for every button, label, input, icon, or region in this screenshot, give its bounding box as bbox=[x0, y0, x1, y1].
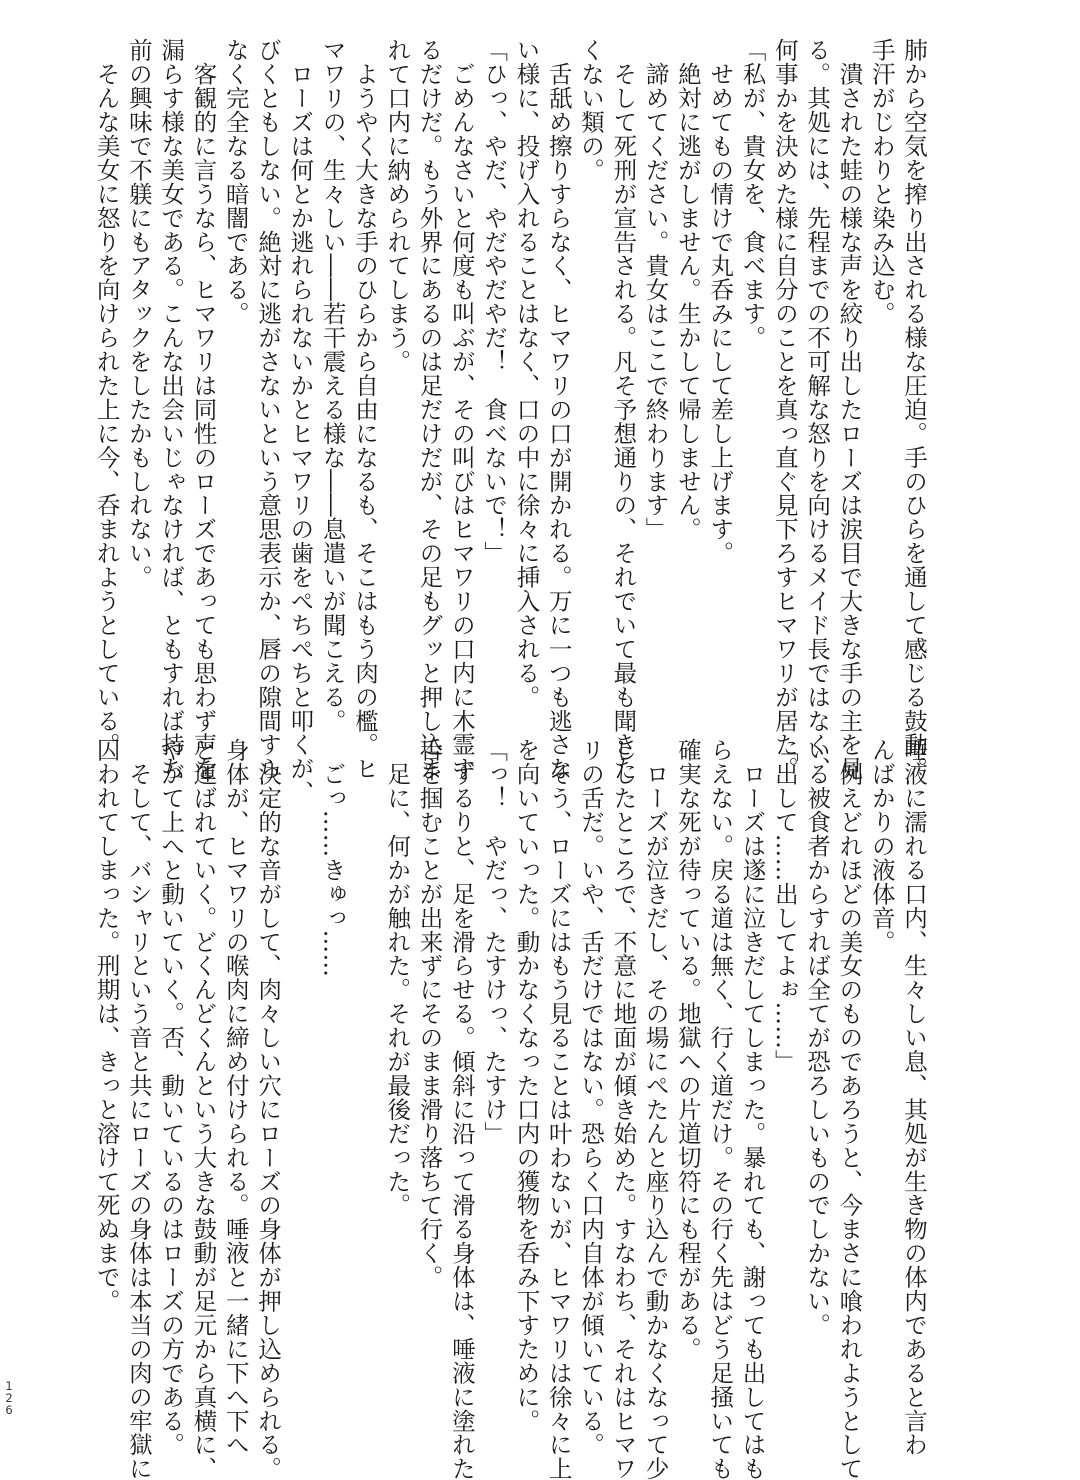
text-line: るだけだ。もう外界にあるのは足だけだが、その足もグッと押し込ま bbox=[415, 38, 444, 781]
text-line: 「っ！ やだっ、たすけっ、たすけ」 bbox=[480, 738, 509, 1146]
text-line: 客観的に言うなら、ヒマワリは同性のローズであっても思わず声を bbox=[189, 38, 218, 781]
text-line: 足に、何かが触れた。それが最後だった。 bbox=[383, 738, 412, 1217]
text-line: 手汗がじわりと染み込む。 bbox=[867, 38, 896, 326]
page-number-digit: 2 bbox=[5, 1391, 13, 1405]
text-line: ようやく大きな手のひらから自由になるも、そこはもう肉の檻。ヒ bbox=[350, 38, 379, 781]
text-line bbox=[284, 738, 316, 1413]
text-line: ごめんなさいと何度も叫ぶが、その叫びはヒマワリの口内に木霊す bbox=[447, 38, 476, 781]
text-line: い様に、投げ入れることはなく、口の中に徐々に挿入される。 bbox=[512, 38, 541, 709]
text-line: ローズは何とか逃れられないかとヒマワリの歯をぺちぺちと叩くが、 bbox=[286, 38, 315, 805]
text-line: 「ひっ、やだ、やだやだやだ！ 食べないで！」 bbox=[480, 38, 509, 565]
text-line: 「私が、貴女を、食べます。 bbox=[738, 38, 767, 350]
text-line: そして、バシャリという音と共にローズの身体は本当の肉の牢獄に bbox=[124, 738, 153, 1480]
text-line: 肺から空気を搾り出される様な圧迫。手のひらを通して感じる鼓動。 bbox=[900, 38, 928, 781]
text-line: ししたところで、不意に地面が傾き始めた。すなわち、それはヒマワ bbox=[609, 738, 638, 1480]
lower-text-block bbox=[92, 738, 930, 1480]
text-line: そして死刑が宣告される。凡そ予想通りの、それでいて最も聞きた bbox=[609, 38, 638, 781]
page-number-digit: 1 bbox=[5, 1379, 13, 1393]
text-line: 舌を掴むことが出来ずにそのまま滑り落ちて行く。 bbox=[415, 738, 444, 1289]
text-line: ローズが泣きだし、その場にぺたんと座り込んで動かなくなって少 bbox=[641, 738, 670, 1480]
page-number-digit: 6 bbox=[5, 1403, 13, 1417]
page-number bbox=[2, 1380, 16, 1416]
text-line: せめてもの情けで丸呑みにして差し上げます。 bbox=[706, 38, 735, 565]
text-line: 潰された蛙の様な声を絞り出したローズは涙目で大きな手の主を見 bbox=[835, 38, 864, 781]
text-line: を向いていった。動かなくなった口内の獲物を呑み下すために。 bbox=[512, 738, 541, 1433]
text-line: そんな美女に怒りを向けられた上に今、呑まれようとしている。 bbox=[92, 38, 121, 757]
text-line: やがて上へと動いていく。否、動いているのはローズの方である。 bbox=[157, 738, 186, 1457]
text-line: 「出して……出してよぉ……」 bbox=[770, 738, 799, 1074]
text-line: 何事かを決めた様に自分のことを真っ直ぐ見下ろすヒマワリが居た。 bbox=[770, 38, 799, 781]
text-line: そう、ローズにはもう見ることは叶わないが、ヒマワリは徐々に上 bbox=[544, 738, 573, 1480]
text-line: と運ばれていく。どくんどくんという大きな鼓動が足元から真横に、 bbox=[189, 738, 218, 1480]
text-line: ずるりと、足を滑らせる。傾斜に沿って滑る身体は、唾液に塗れた bbox=[447, 738, 476, 1480]
text-line: んばかりの液体音。 bbox=[867, 738, 896, 954]
text-line bbox=[349, 738, 381, 1413]
text-line: る。其処には、先程までの不可解な怒りを向けるメイド長ではなく、 bbox=[803, 38, 832, 781]
text-line: 例えどれほどの美女のものであろうと、今まさに喰われようとして bbox=[835, 738, 864, 1480]
text-line: れて口内に納められてしまう。 bbox=[383, 38, 412, 374]
text-line: 諦めてください。貴女はここで終わります」 bbox=[641, 38, 670, 541]
text-line: なく完全なる暗闇である。 bbox=[221, 38, 250, 326]
upper-text-block bbox=[92, 38, 930, 805]
text-line: マワリの、生々しい――若干震える様な――息遣いが聞こえる。 bbox=[318, 38, 347, 733]
text-line: びくともしない。絶対に逃がさないという意思表示か、唇の隙間すら bbox=[254, 38, 283, 781]
text-line: 決定的な音がして、肉々しい穴にローズの身体が押し込められる。 bbox=[254, 738, 283, 1480]
text-line: リの舌だ。いや、舌だけではない。恐らく口内自体が傾いている。 bbox=[577, 738, 606, 1457]
text-line: 唾液に濡れる口内、生々しい息、其処が生き物の体内であると言わ bbox=[900, 738, 928, 1457]
text-line: ごっ……きゅっ…… bbox=[318, 738, 347, 978]
text-line: らえない。戻る道は無く、行く道だけ。その行く先はどう足掻いても bbox=[706, 738, 735, 1480]
text-line: くない類の。 bbox=[577, 38, 606, 182]
text-line: 囚われてしまった。刑期は、きっと溶けて死ぬまで。 bbox=[92, 738, 121, 1313]
text-line: 絶対に逃がしません。生かして帰しません。 bbox=[673, 38, 702, 541]
text-line: ローズは遂に泣きだしてしまった。暴れても、謝っても出してはも bbox=[738, 738, 767, 1480]
text-line: 漏らす様な美女である。こんな出会いじゃなければ、ともすれば持ち bbox=[157, 38, 186, 781]
text-line: 身体が、ヒマワリの喉肉に締め付けられる。唾液と一緒に下へ下へ bbox=[221, 738, 250, 1457]
text-line: 舌舐め擦りすらなく、ヒマワリの口が開かれる。万に一つも逃さな bbox=[544, 38, 573, 781]
text-line: いる被食者からすれば全てが恐ろしいものでしかない。 bbox=[803, 738, 832, 1337]
text-line: 確実な死が待っている。地獄への片道切符にも程がある。 bbox=[673, 738, 702, 1361]
text-line: 前の興味で不躾にもアタックをしたかもしれない。 bbox=[124, 38, 153, 589]
